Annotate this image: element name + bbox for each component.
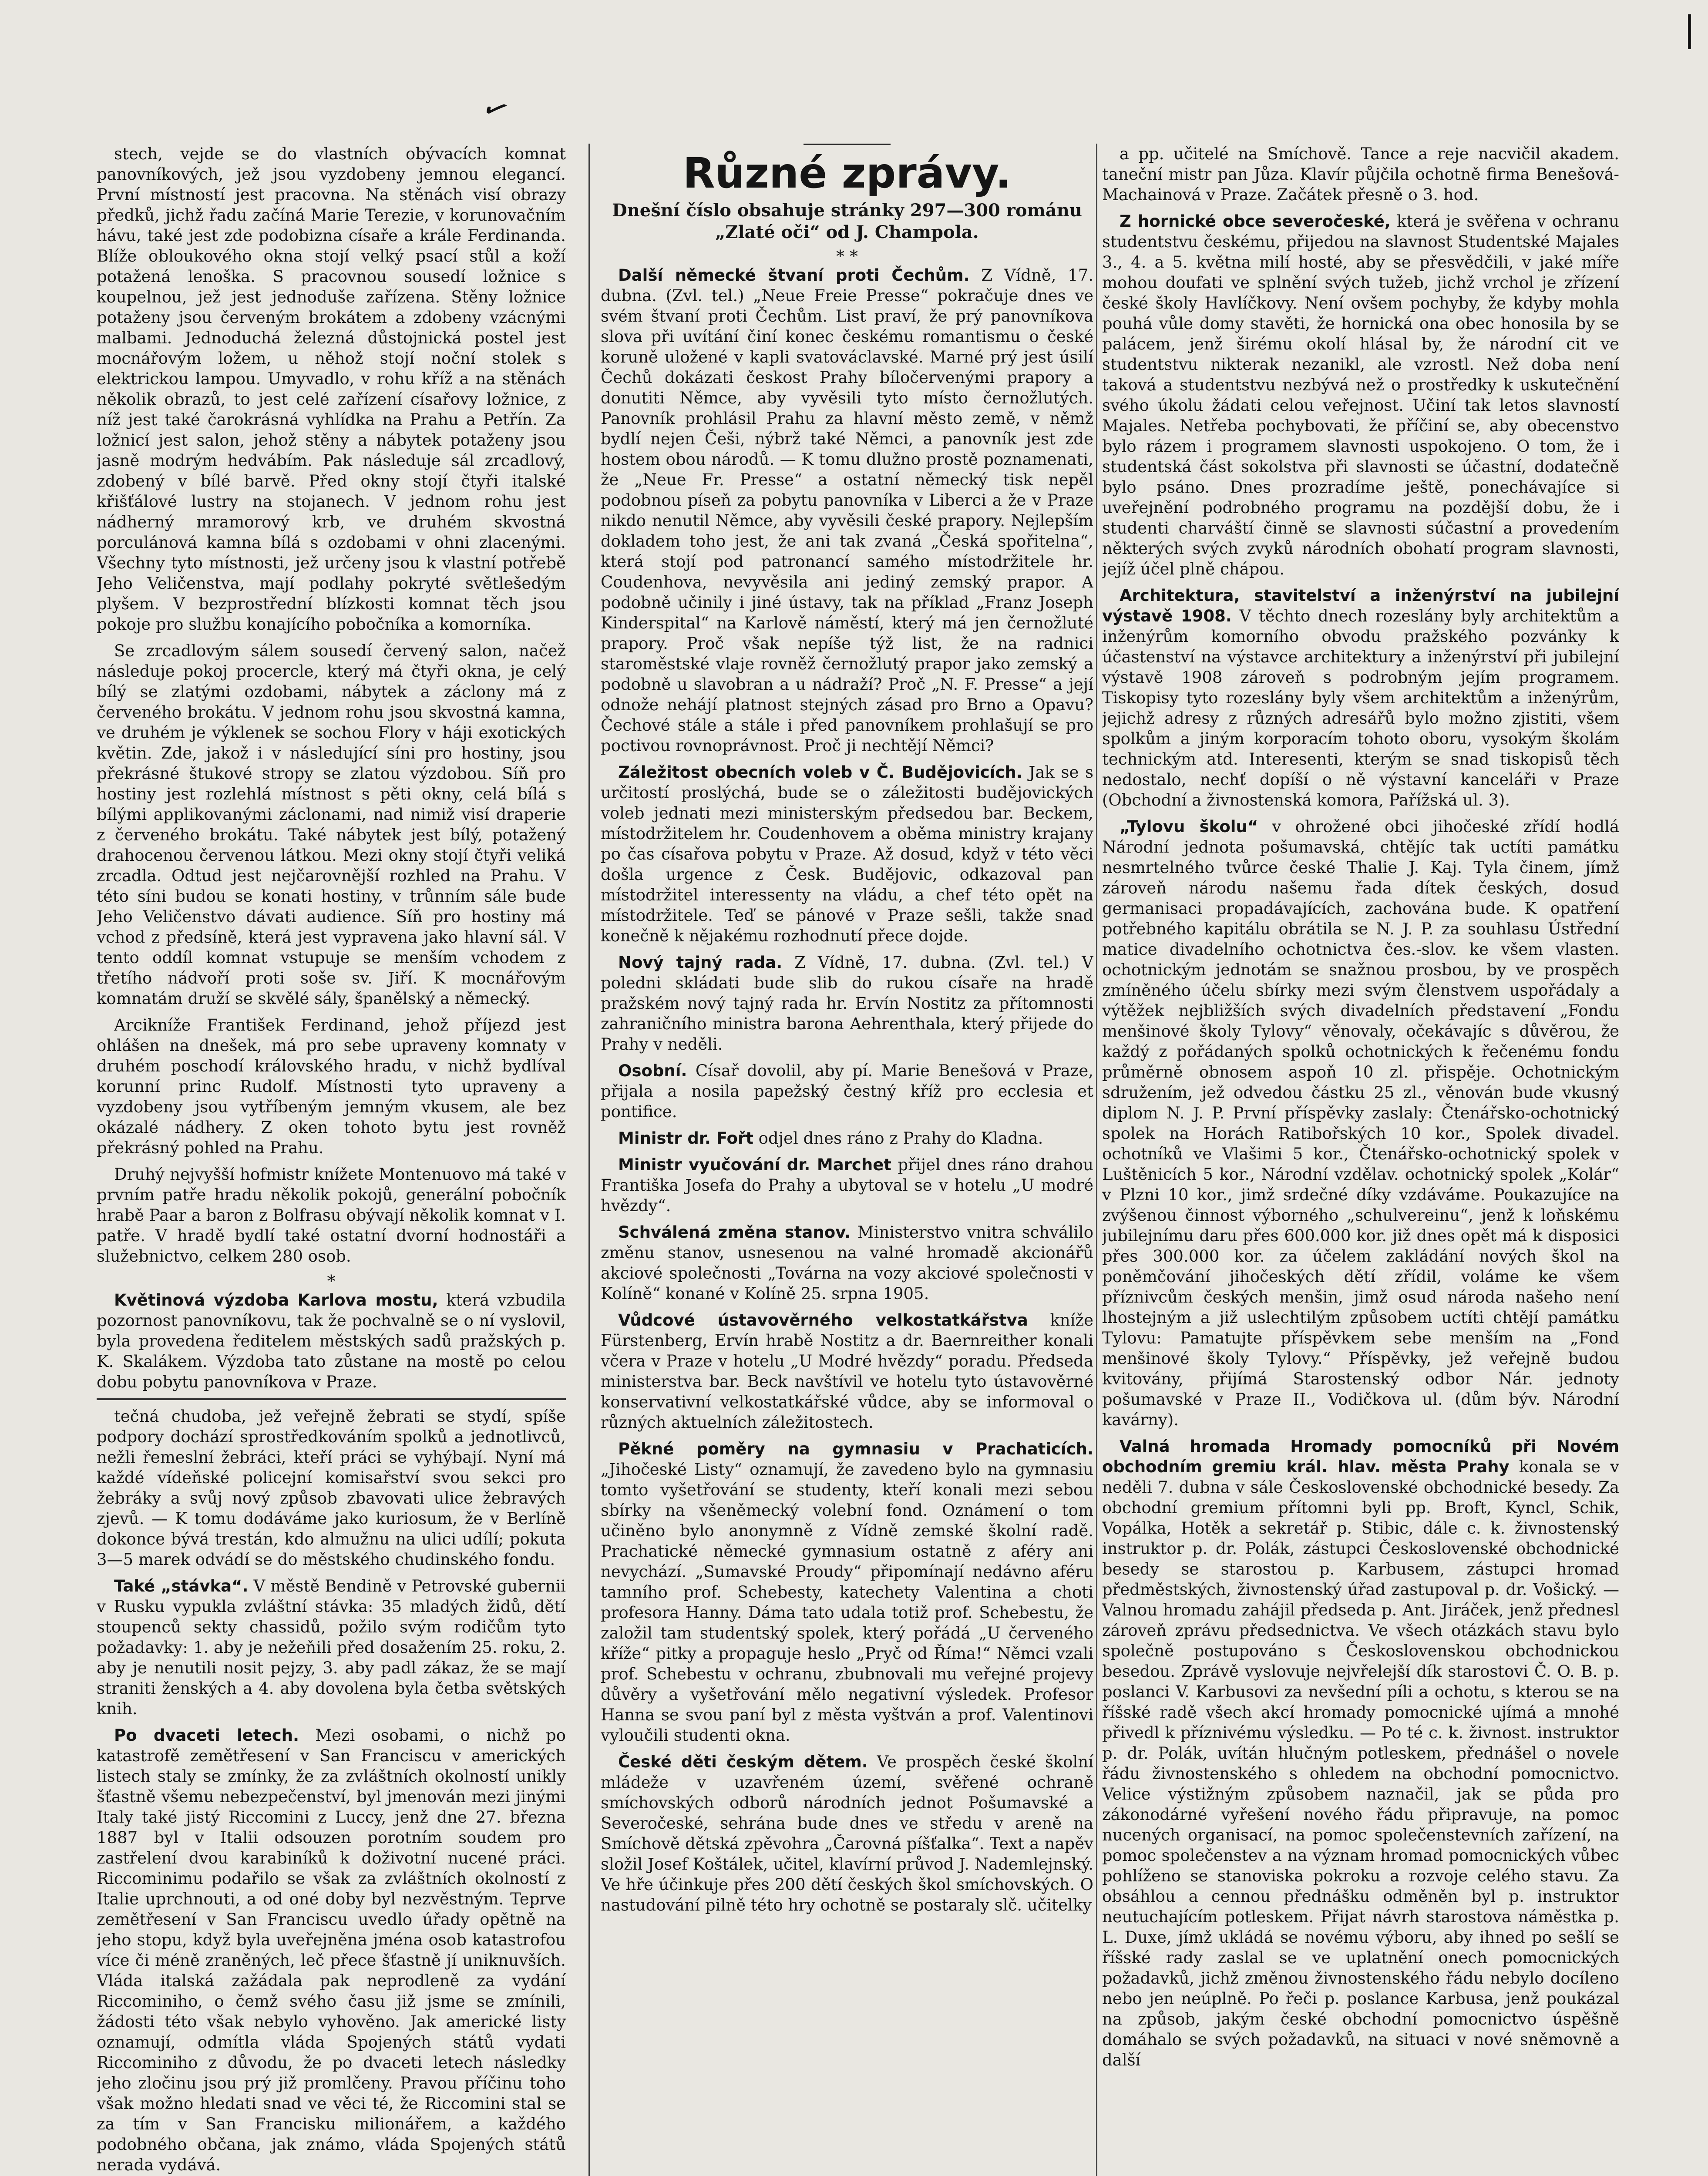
news-item-text: Z Vídně, 17. dubna. (Zvl. tel.) „Neue Freie Presse“ pokračuje dnes ve svém štvaní proti Čechům. List praví, že prý panovníkova slova při uvítání činí konec českému romantismu o české koruně uložené v kapli svatováclavské. Marné prý jest úsilí Čechů dokázati českost Prahy bíločervenými prapory a donutiti Němce, aby vyvěsili tyto místo černožlutých. Panovník prohlásil Prahu za hlavní město země, v němž bydlí nejen Češi, nýbrž také Němci, a panovník jest zde hostem obou národů. — K tomu dlužno prostě poznamenati, že „Neue Fr. Presse“ a ostatní německý tisk nepěl podobnou píseň za pobytu panovníka v Liberci a že v Praze nikdo nenutil Němce, aby vyvěsili české prapory. Nejlepším dokladem toho jest, že ani tak zvaná „Česká spořitelna“, která stojí pod patronancí samého místodržitele hr. Coudenhova, nevyvěsila ani jediný zemský prapor. A podobně učinily i jiné ústavy, tak na příklad „Franz Joseph Kinderspital“ na Karlově náměstí, který má jen černožluté prapory. Proč však nepíše týž list, že na radnici staroměstské vlaje rovněž černožlutý prapor jako zemský a podobně u slavobran a u nádraží? Proč „N. F. Presse“ a její odnože nehájí platnost stejných zásad pro Brno a Opavu? Čechové stále a stále i před panovníkem prohlašují se pro poctivou rovnoprávnost. Proč ji nechtějí Němci? bbox=[601, 266, 1093, 755]
news-item bbox=[97, 1290, 566, 1392]
news-item-text: Ve prospěch české školní mládeže v uzavřeném území, svěřené ochraně smíchovských odborů národních jednot Pošumavské a Severočeské, sehrána bude dnes ve středu v areně na Smíchově dětská zpěvohra „Čarovná píšťalka“. Text a napěv složil Josef Koštálek, učitel, klavírní průvod J. Nademlejnský. Ve hře účinkuje přes 200 dětí českých škol smíchovských. O nastudování pilně této hry ochotně se postaraly slč. učitelky bbox=[601, 1753, 1093, 1914]
article-paragraph: Arcikníže František Ferdinand, jehož příjezd jest ohlášen na dnešek, má pro sebe upraveny komnaty v druhém poschodí královského hradu, v nichž bydlíval korunní princ Rudolf. Místnosti tyto upraveny a vyzdobeny jsou vytříbeným jemným vkusem, ale bez okázalé nádhery. Z oken tohoto bytu jest rovněž překrásný pohled na Prahu. bbox=[97, 1016, 566, 1157]
news-item-title: Valná hromada Hromady pomocníků při Novém obchodním gremiu král. hlav. města Prahy bbox=[1102, 1437, 1619, 1476]
news-item-title: Nový tajný rada. bbox=[618, 953, 783, 972]
news-item-title: Vůdcové ústavověrného velkostatkářstva bbox=[618, 1311, 1028, 1330]
article-paragraph: Se zrcadlovým sálem sousedí červený salon, načež následuje pokoj procercle, který má čtyři okna, je celý bílý se zlatými ozdobami, nábytek a záclony má z červeného brokátu. V jednom rohu jsou skvostná kamna, ve druhém je výklenek se sochou Flory v háji exotických květin. Zde, jakož i v následující síni pro hostiny, jsou překrásné štukové stropy se zlatou výzdobou. Síň pro hostiny jest rozlehlá místnost s pěti okny, celá bílá s bílými applikovanými záclonami, nad nimiž visí draperie z červeného brokátu. Také nábytek jest bílý, potažený drahocenou červenou látkou. Mezi okny stojí čtyři veliká zrcadla. Odtud jest nejčarovnější rozhled na Prahu. V této síni budou se konati hostiny, v trůnním sále bude Jeho Veličenstvo dávati audience. Síň pro hostiny má vchod z předsíně, která jest vypravena jako hlavní sál. V tento oddíl komnat vstupuje se menším vchodem z třetího nádvoří proti soše sv. Jiří. K mocnářovým komnatám druží se skvělé sály, španělský a německý. bbox=[97, 641, 566, 1008]
column-1 bbox=[97, 144, 566, 2176]
news-item-text: V městě Bendině v Petrovské gubernii v Rusku vypukla zvláštní stávka: 35 mladých židů, dětí stoupenců sekty chassidů, požilo svým rodičům tyto požadavky: 1. aby je nežeňili před dosažením 25. roku, 2. aby je nenutili nosit pejzy, 3. aby padl zákaz, že se mají straniti ženských a 4. aby dovolena byla četba světských knih. bbox=[97, 1577, 566, 1718]
news-item bbox=[1102, 585, 1619, 810]
news-item-text: Císař dovolil, aby pí. Marie Benešová v Praze, přijala a nosila papežský čestný kříž pro ecclesia et pontifice. bbox=[601, 1061, 1093, 1121]
section-subhead: Dnešní číslo obsahuje stránky 297—300 románu „Zlaté oči“ od J. Champola. bbox=[612, 200, 1082, 242]
news-item bbox=[1102, 1436, 1619, 2070]
news-item bbox=[601, 1128, 1093, 1148]
news-item-title: Schválená změna stanov. bbox=[618, 1223, 851, 1242]
news-item bbox=[97, 1725, 566, 2175]
news-item bbox=[601, 762, 1093, 946]
section-headline: Různé zprávy. bbox=[683, 149, 1012, 198]
news-item-text: odjel dnes ráno z Prahy do Kladna. bbox=[753, 1129, 1043, 1148]
news-item bbox=[601, 1752, 1093, 1915]
separator-star: * bbox=[327, 1272, 336, 1291]
news-item-text: kníže Fürstenberg, Ervín hrabě Nostitz a dr. Baernreither konali včera v Praze v hotelu „U Modré hvězdy“ poradu. Předseda ministerstva bar. Beck navštívil ve hotelu tyto ústavověrné konservativní velkostatkářské vůdce, aby se informoval o různých aktuelních záležitostech. bbox=[601, 1311, 1093, 1432]
column-divider bbox=[1096, 144, 1097, 2176]
news-item bbox=[1102, 211, 1619, 579]
news-item-text: Ministerstvo vnitra schválilo změnu stanov, usnesenou na valné hromadě akcionářů akciové společnosti „Továrna na vozy akciové společnosti v Kolíně“ konané v Kolíně 25. srpna 1905. bbox=[601, 1223, 1093, 1303]
news-item bbox=[1102, 816, 1619, 1430]
separator-stars: * * bbox=[836, 247, 858, 266]
column-2 bbox=[601, 144, 1093, 2176]
news-item bbox=[97, 1576, 566, 1719]
news-item-text: Mezi osobami, o nichž po katastrofě zemětřesení v San Franciscu v amerických listech staly se zmínky, že za zvláštních okolností unikly šťastně všemu nebezpečenství, byl jmenován mezi jinými Italy také jistý Riccomini z Luccy, jenž dne 27. března 1887 byl v Italii odsouzen porotním soudem pro zastřelení dvou karabiníků k doživotní nucené práci. Riccominimu podařilo se však za zvláštních okolností z Italie uprchnouti, a od oné doby byl nezvěstným. Teprve zemětřesení v San Franciscu uvedlo úřady opětně na jeho stopu, když byla uveřejněna jména osob katastrofou více či méně zraněných, leč přece šťastně jí uniknuvších. Vláda italská zažádala pak neprodleně za vydání Riccominiho, o čemž svého času již jsme se zmínili, žádosti této však nebylo vyhověno. Jak americké listy oznamují, odmítla vláda Spojených států vydati Riccominiho z důvodu, že po dvaceti letech následky jeho zločinu jsou prý již promlčeny. Pravou příčinu toho však možno hledati snad ve věci té, že Riccomini stal se za tím v San Francisku milionářem, a každého podobného občana, jak známo, vláda Spojených států nerada vydává. bbox=[97, 1726, 566, 2174]
section-rule bbox=[97, 1398, 566, 1400]
news-item-text: Z Vídně, 17. dubna. (Zvl. tel.) V poledni skládati bude slib do rukou císaře na hradě pražském nový tajný rada hr. Ervín Nostitz za přítomnosti zahraničního ministra barona Aehrenthala, který přijede do Prahy v neděli. bbox=[601, 953, 1093, 1054]
column-divider bbox=[588, 144, 590, 2176]
news-item-title: Květinová výzdoba Karlova mostu, bbox=[114, 1291, 438, 1310]
news-item-title: Architektura, stavitelství a inženýrství na jubilejní výstavě 1908. bbox=[1102, 586, 1619, 625]
article-paragraph: a pp. učitelé na Smíchově. Tance a reje nacvičil akadem. taneční mistr pan Jůza. Klavír půjčila ochotně firma Benešová-Machainová v Praze. Začátek přesně o 3. hod. bbox=[1102, 144, 1619, 204]
news-item-title: Pěkné poměry na gymnasiu v Prachaticích. bbox=[618, 1440, 1093, 1458]
margin-mark: | bbox=[1684, 9, 1695, 49]
news-item-text: konala se v neděli 7. dubna v sále Československé obchodnické besedy. Za obchodní gremium přítomni byli pp. Broft, Kyncl, Schik, Vopálka, Hotěk a sekretář p. Stibic, dále c. k. živnostenský instruktor p. dr. Polák, zástupci Československé obchodnické besedy se starostou p. Karbusem, zástupci hromad předměstských, živnostenský úřad zastupoval p. dr. Vošický. — Valnou hromadu zahájil předseda p. Ant. Jiráček, jenž přednesl zároveň zprávu předsednictva. Ve všech otázkách stavu bylo společně postupováno s Československou obchodnickou besedou. Zprávě vyslovuje nejvřelejší dík starostovi Č. O. B. p. poslanci V. Karbusovi za nevšední píli a ochotu, s kterou se na říšské radě všech akcí hromady pomocnické ujímá a mnohé přivedl k příznivému výsledku. — Po té c. k. živnost. instruktor p. dr. Polák, uvítán hlučným potleskem, přednášel o novele řádu živnostenského s ohledem na obchodní pomocnictvo. Velice výstižným způsobem naznačil, jak se půda pro zákonodárné vyřešení nového řádu připravuje, na pomoc nucených organisací, na pomoc společenstevních zařízení, na pomoc společenstev a na význam hromad pomocnických vůbec pohlíženo se stanoviska pokroku a rozvoje celého stavu. Za obsáhlou a cennou přednášku odměněn byl p. instruktor neutuchajícím potleskem. Přijat návrh starostova náměstka p. L. Duxe, jímž ukládá se novému výboru, aby ihned po sešlí se říšské rady zaslal se ve uplatnění onech pomocnických požadavků, jichž změnou živnostenského řádu nebylo docíleno nebo jen neúplně. Po řeči p. poslance Karbusa, jenž poukázal na způsob, jakým české obchodní pomocnictvo úspěšně domáhalo se svých požadavků, na situaci v nové sněmovně a další bbox=[1102, 1457, 1619, 2069]
news-item-text: v ohrožené obci jihočeské zřídí hodlá Národní jednota pošumavská, chtějíc tak uctíti památku nesmrtelného tvůrce české Thalie J. Kaj. Tyla činem, jímž zároveň národu našemu řada dítek českých, dosud germanisaci propadávajících, zachována bude. K opatření potřebného kapitálu obrátila se N. J. P. za souhlasu Ústřední matice divadelního ochotnictva čes.-slov. ke všem vlasten. ochotnickým jednotám se snažnou prosbou, by ve prospěch zmíněného účelu sbírky mezi svým členstvem uspořádaly a výtěžek nejbližších svých divadelních představení „Fondu menšinové školy Tylovy“ věnovaly, očekávajíc s důvěrou, že každý z pořádaných spolků ochotnických k řečenému fondu průměrně obnosem aspoň 10 zl. přispěje. Ochotnickým sdružením, jež odvedou částku 25 zl., věnován bude vkusný diplom N. J. P. První příspěvky zaslaly: Čtenářsko-ochotnický spolek na Horách Ratibořských 10 kor., Spolek divadel. ochotníků ve Vlašimi 5 kor., Čtenářsko-ochotnický spolek v Luštěnicích 5 kor., Národní vzdělav. ochotnický spolek „Kolár“ v Plzni 10 kor., jimž srdečné díky vzdáváme. Poukazujíce na zvýšenou činnost výborného „schulvereinu“, jenž k loňskému jubilejnímu daru přes 600.000 kor. již dnes opět má k disposici přes 300.000 kor. za účelem zakládání nových škol na poněmčování jihočeských dětí zřídil, voláme ke všem příznivcům českých menšin, jimž osud národa našeho není lhostejným a již uslechtilým způsobem uctíti chtějí památku Tylovu: Pamatujte příspěvkem sebe menším na „Fond menšinové školy Tylovy.“ Příspěvky, jež veřejně budou kvitovány, přijímá Starostenský odbor Nár. jednoty pošumavské v Praze II., Vodičkova ul. (dům býv. Národní kavárny). bbox=[1102, 817, 1619, 1429]
pencil-mark: ✓ bbox=[476, 87, 516, 131]
news-item bbox=[601, 952, 1093, 1054]
news-item-title: Po dvaceti letech. bbox=[114, 1726, 299, 1745]
headline-rule bbox=[804, 144, 891, 145]
news-item-title: Z hornické obce severočeské, bbox=[1120, 212, 1391, 231]
news-item-title: Ministr dr. Fořt bbox=[618, 1129, 753, 1148]
article-paragraph: stech, vejde se do vlastních obývacích komnat panovníkových, jež jsou vyzdobeny jemnou elegancí. První místností jest pracovna. Na stěnách visí obrazy předků, jichž řadu začíná Marie Terezie, v korunovačním hávu, také jest zde podobizna císaře a krále Ferdinanda. Blíže obloukového okna stojí velký psací stůl a koží potažená lenoška. S pracovnou sousedí ložnice s koupelnou, jež jest jednoduše zařízena. Stěny ložnice potaženy jsou červeným brokátem a zdobeny vzácnými malbami. Jednoduchá železná důstojnická postel jest mocnářovým ložem, u něhož stojí noční stolek s elektrickou lampou. Umyvadlo, v rohu kříž a na stěnách několik obrazů, to jest celé zařízení císařovy ložnice, z níž jest také čarokrásná vyhlídka na Prahu a Petřín. Za ložnicí jest salon, jehož stěny a nábytek potaženy jsou jasně modrým hedvábím. Pak následuje sál zrcadlový, zdobený v bílé barvě. Před okny stojí čtyři italské křišťálové lustry na stojanech. V jednom rohu jest nádherný mramorový krb, ve druhém skvostná porculánová kamna bílá s ozdobami v ohni zlacenými. Všechny tyto místnosti, jež určeny jsou k vlastní potřebě Jeho Veličenstva, mají podlahy pokryté světlešedým plyšem. V bezprostřední blízkosti komnat těch jsou pokoje pro službu konajícího pobočníka a komorníka. bbox=[97, 144, 566, 634]
news-item-text: která vzbudila pozornost panovníkovu, tak že pochvalně se o ní vyslovil, byla provedena ředitelem městských sadů pražských p. K. Skalákem. Výzdoba tato zůstane na mostě po celou dobu pobytu panovníkova v Praze. bbox=[97, 1291, 566, 1391]
news-item-title: Ministr vyučování dr. Marchet bbox=[618, 1155, 891, 1174]
news-item-text: Jak se s určitostí proslýchá, bude se o záležitosti budějovických voleb jednati mezi ministerským předsedou bar. Beckem, místodržitelem hr. Coudenhovem a oběma ministry krajany po čas císařova pobytu v Praze. Až dosud, když v této věci došla urgence z Česk. Budějovic, odkazoval pan místodržitel interessenty na vládu, a chef této opět na místodržitele. Teď se pánové v Praze sešli, takže snad konečně k nějakému rozhodnutí přece dojde. bbox=[601, 763, 1093, 945]
news-item-text: která je svěřena v ochranu studentstvu českému, přijedou na slavnost Studentské Majales 3., 4. a 5. května milí hosté, aby se přesvědčili, v jaké míře mohou doufati ve splnění svých tužeb, jichž vrchol je zřízení české školy Havlíčkovy. Není ovšem pochyby, že kdyby mohla pouhá vůle domy stavěti, že hornická ona obec honosila by se palácem, jenž širému okolí hlásal by, že národní cit ve studentstvu nikterak nezanikl, ale vzrostl. Než doba není taková a studentstvu nezbývá než o prostředky k uskutečnění svého úkolu žádati celou veřejnost. Učiní tak letos slavností Majales. Netřeba pochybovati, že příčiní se, aby obecenstvo bylo rázem i programem slavnosti uspokojeno. O tom, že i studentská část sokolstva při slavnosti se účastní, dodatečně bylo psáno. Dnes prozradíme ještě, ponechávajíce si uveřejnění podrobného programu na pozdější dobu, že i studenti charváští činně se slavnosti súčastní a provedením některých svých zvyků národních obohatí program slavnosti, jejíž účel plně chápou. bbox=[1102, 212, 1619, 578]
news-item bbox=[601, 1310, 1093, 1433]
news-item-text: V těchto dnech rozeslány byly architektům a inženýrům komorního obvodu pražského pozvánky k účastenství na výstavce architektury a inženýrství při jubilejní výstavě 1908 zároveň s podrobným jejím programem. Tiskopisy tyto rozeslány byly všem architektům a inženýrům, jejichž adresy z různých adresářů bylo možno zjistiti, všem spolkům a jiným korporacím tohoto oboru, vysokým školám technickým atd. Interesenti, kterým se snad tiskopisů těch nedostalo, nechť dopíší o ně výstavní kanceláři v Praze (Obchodní a živnostenská komora, Pařížská ul. 3). bbox=[1102, 607, 1619, 809]
news-item-title: „Tylovu školu“ bbox=[1120, 817, 1258, 836]
article-paragraph: tečná chudoba, jež veřejně žebrati se stydí, spíše podpory dochází sprostředkováním spolků a jednotlivců, nežli řemeslní žebráci, kteří práci se vyhýbají. Nyní má každé vídeňské policejní komisařství svou sekci pro žebráky a svůj nový způsob zbavovati ulice žebravých zjevů. — K tomu dodáváme jako kuriosum, že v Berlíně dokonce bývá trestán, kdo almužnu na ulici udílí; pokuta 3—5 marek odvádí se do městského chudinského fondu. bbox=[97, 1407, 566, 1569]
news-item-title: Také „stávka“. bbox=[114, 1577, 249, 1595]
news-item bbox=[601, 1439, 1093, 1746]
news-item-title: Záležitost obecních voleb v Č. Budějovicích. bbox=[618, 763, 1022, 782]
news-item-text: „Jihočeské Listy“ oznamují, že zavedeno bylo na gymnasiu tomto vyšetřování se studenty, kteří konali mezi sebou sbírky na všeněmecký volební fond. Oznámení o tom učiněno bylo anonymně z Vídně zemské školní radě. Prachatické německé gymnasium ostatně z aféry ani nevychází. „Sumavské Proudy“ připomínají nedávno aféru tamního prof. Schebesty, katechety Valentina a choti profesora Hanny. Dáma tato udala totiž prof. Schebestu, že založil tam studentský spolek, který pořádá „U červeného kříže“ pitky a propaguje heslo „Pryč od Říma!“ Němci vzali prof. Schebestu v ochranu, zbubnovali mu veřejné projevy důvěry a vyšetřování mělo negativní výsledek. Profesor Hanna se svou paní byl z města vyštván a prof. Valentinovi vyloučili studenti okna. bbox=[601, 1460, 1093, 1745]
news-item-title: České děti českým dětem. bbox=[618, 1753, 868, 1771]
news-item bbox=[601, 265, 1093, 756]
column-3 bbox=[1102, 144, 1619, 2176]
news-item bbox=[601, 1222, 1093, 1304]
news-item-title: Další německé štvaní proti Čechům. bbox=[618, 266, 970, 285]
news-item-text: přijel dnes ráno drahou Františka Josefa do Prahy a ubytoval se v hotelu „U modré hvězdy“. bbox=[601, 1155, 1093, 1215]
news-item-title: Osobní. bbox=[618, 1061, 687, 1080]
news-item bbox=[601, 1155, 1093, 1216]
article-paragraph: Druhý nejvyšší hofmistr knížete Montenuovo má také v prvním patře hradu několik pokojů, generální pobočník hrabě Paar a baron z Bolfrasu obývají několik komnat v I. patře. V hradě bydlí také ostatní dvorní hodnostáři a služebnictvo, celkem 280 osob. bbox=[97, 1165, 566, 1266]
news-item bbox=[601, 1061, 1093, 1122]
